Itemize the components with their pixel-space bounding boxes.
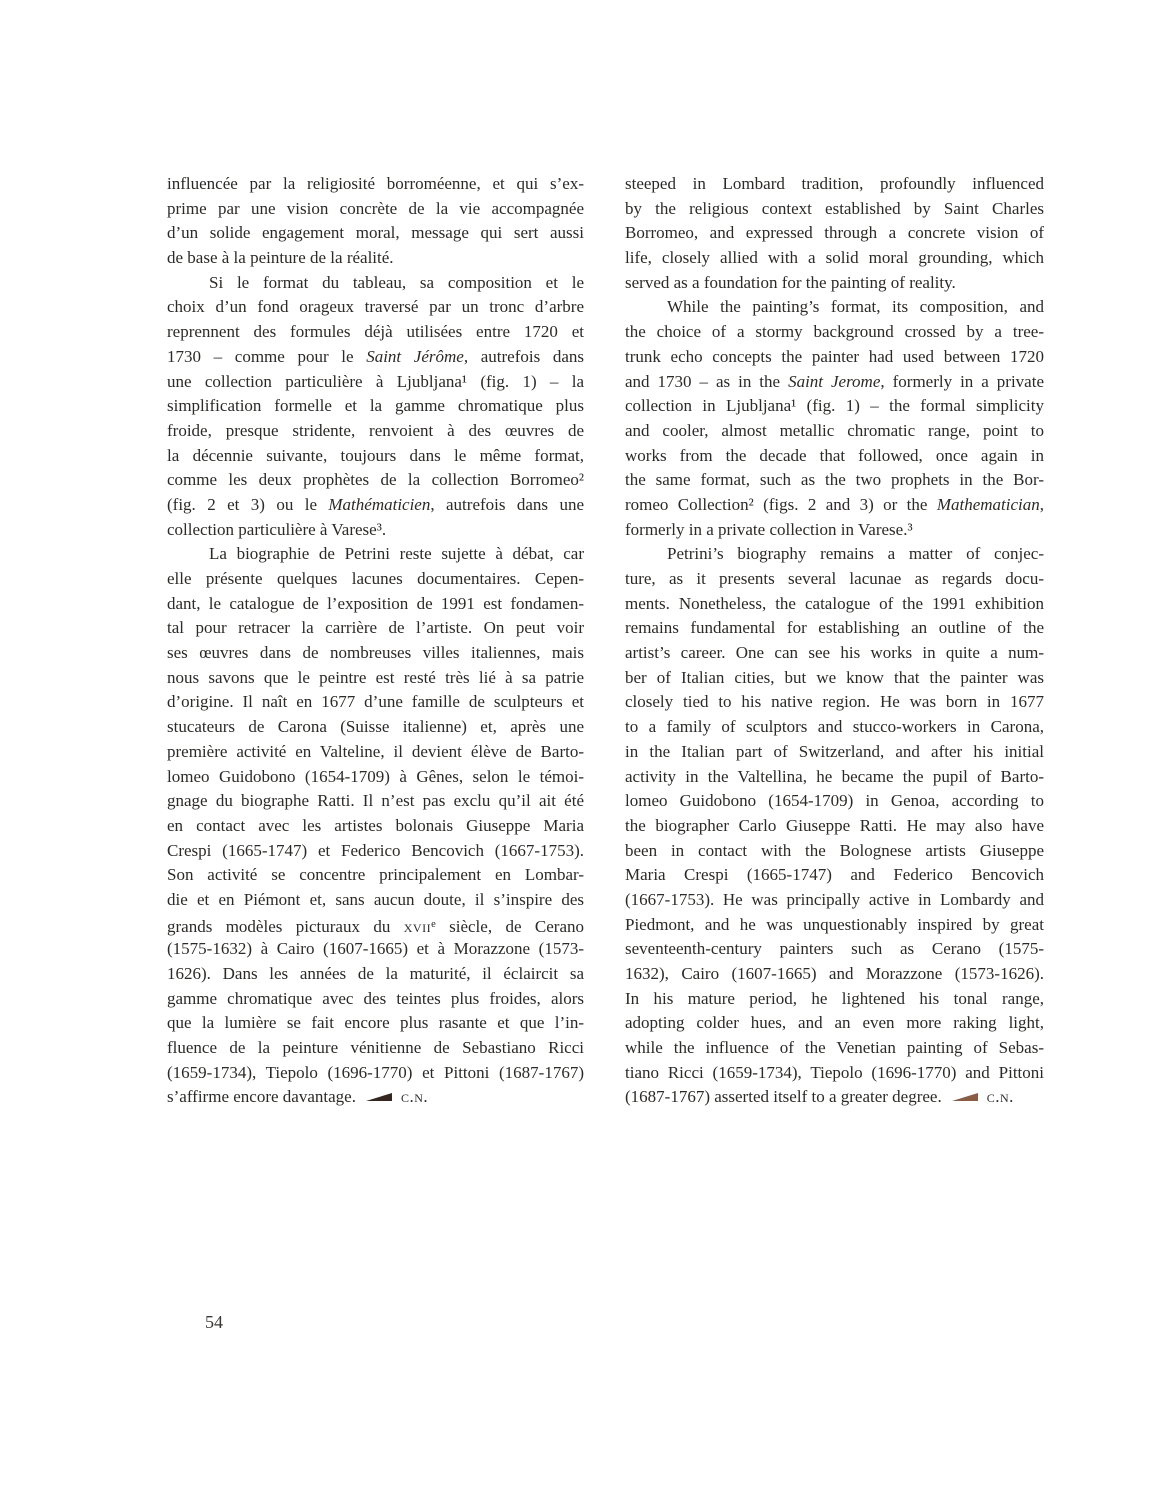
text-line [625, 221, 1044, 246]
text-line [167, 740, 584, 765]
text-run: Crespi (1665-1747) et Federico Bencovich (1667-1753). [167, 840, 584, 860]
text-line [167, 814, 584, 839]
text-line [167, 765, 584, 790]
text-line [625, 419, 1044, 444]
text-line [167, 295, 584, 320]
text-line [625, 937, 1044, 962]
text-run: La biographie de Petrini reste sujette à débat, car [209, 544, 584, 564]
text-run: nous savons que le peintre est resté très lié à sa patrie [167, 667, 584, 687]
text-line [625, 740, 1044, 765]
text-line [625, 567, 1044, 592]
text-run: elle présente quelques lacunes documentaires. Cepen- [167, 569, 584, 588]
text-run: the same format, such as the two prophets in the Bor- [625, 470, 1044, 490]
text-line [167, 197, 584, 222]
text-line [167, 789, 584, 814]
text-run: reprennent des formules déjà utilisées entre 1720 et [167, 322, 584, 342]
text-line [625, 913, 1044, 938]
text-run: 1730 – comme pour le [167, 346, 367, 366]
text-run: by the religious context established by Saint Charles [625, 198, 1044, 218]
text-run: simplification formelle et la gamme chromatique plus [167, 396, 584, 416]
text-run: steeped in Lombard tradition, profoundly influenced [625, 174, 1044, 193]
text-run: served as a foundation for the painting of reality. [625, 272, 956, 292]
text-run: Piedmont, and he was unquestionably inspired by great [625, 914, 1044, 934]
text-line [167, 444, 584, 469]
text-run: (1659-1734), Tiepolo (1696-1770) et Pittoni (1687-1767) [167, 1062, 584, 1082]
text-line [625, 987, 1044, 1012]
text-line [167, 172, 584, 197]
text-line [167, 394, 584, 419]
text-run: collection in Ljubljana¹ (fig. 1) – the formal simplicity [625, 396, 1044, 416]
text-line [625, 616, 1044, 641]
text-line [167, 641, 584, 666]
text-run: siècle, de Cerano [435, 916, 584, 936]
text-run: closely tied to his native region. He was born in 1677 [625, 692, 1044, 712]
text-run: in the Italian part of Switzerland, and after his initial [625, 741, 1044, 761]
text-line [625, 666, 1044, 691]
text-run: trunk echo concepts the painter had used between 1720 [625, 346, 1044, 366]
text-run: ments. Nonetheless, the catalogue of the 1991 exhibition [625, 593, 1044, 613]
text-run: ture, as it presents several lacunae as regards docu- [625, 569, 1044, 588]
text-run: comme les deux prophètes de la collection Borromeo² [167, 470, 584, 490]
text-run: choix d’un fond orageux traversé par un tronc d’arbre [167, 297, 584, 317]
text-line [625, 370, 1044, 395]
text-line [625, 641, 1044, 666]
text-run: ber of Italian cities, but we know that the painter was [625, 667, 1044, 687]
text-line [625, 888, 1044, 913]
small-caps-text: xvii [403, 916, 432, 936]
text-line [167, 320, 584, 345]
small-caps-text: c.n. [986, 1087, 1014, 1107]
text-line [625, 542, 1044, 567]
text-run: Mathématicien [328, 494, 431, 514]
text-run: tiano Ricci (1659-1734), Tiepolo (1696-1770) and Pittoni [625, 1062, 1044, 1082]
text-run: première activité en Valteline, il devient élève de Barto- [167, 741, 584, 761]
text-line [625, 690, 1044, 715]
text-line [167, 419, 584, 444]
text-line [167, 616, 584, 641]
text-line [167, 271, 584, 296]
text-run: s’affirme encore davantage. [167, 1087, 356, 1107]
text-line [167, 863, 584, 888]
text-run: , autrefois dans une [430, 494, 584, 514]
page-number: 54 [205, 1312, 223, 1332]
text-line [167, 1011, 584, 1036]
text-line [625, 444, 1044, 469]
text-line [167, 592, 584, 617]
text-run: une collection particulière à Ljubljana¹ (fig. 1) – la [167, 371, 584, 391]
text-run: romeo Collection² (figs. 2 and 3) or the [625, 494, 937, 514]
text-run: ses œuvres dans de nombreuses villes italiennes, mais [167, 643, 584, 663]
text-run: activity in the Valtellina, he became the pupil of Barto- [625, 766, 1044, 786]
text-run: In his mature period, he lightened his tonal range, [625, 988, 1044, 1008]
text-line [167, 913, 584, 938]
text-line [625, 789, 1044, 814]
text-line [167, 962, 584, 987]
text-run: de base à la peinture de la réalité. [167, 248, 394, 268]
text-line [625, 839, 1044, 864]
text-run: d’origine. Il naît en 1677 d’une famille de sculpteurs et [167, 692, 584, 712]
text-run: and 1730 – as in the [625, 371, 789, 391]
text-run: to a family of sculptors and stucco-workers in Carona, [625, 717, 1044, 737]
text-line [625, 715, 1044, 740]
text-run: influencée par la religiosité borroméenne, et qui s’ex- [167, 174, 584, 193]
text-line [625, 246, 1044, 271]
text-run: life, closely allied with a solid moral grounding, which [625, 248, 1044, 268]
text-run: while the influence of the Venetian painting of Sebas- [625, 1038, 1044, 1058]
text-line [625, 1011, 1044, 1036]
text-run: artist’s career. One can see his works in quite a num- [625, 643, 1044, 663]
text-run: grands modèles picturaux du [167, 916, 404, 936]
text-run: froide, presque stridente, renvoient à des œuvres de [167, 420, 584, 440]
text-line [167, 1061, 584, 1086]
text-line [625, 197, 1044, 222]
text-run: la décennie suivante, toujours dans le même format, [167, 445, 584, 465]
text-line [167, 221, 584, 246]
text-line [625, 518, 1044, 543]
paragraph [167, 542, 584, 1110]
text-line [625, 765, 1044, 790]
text-run: lomeo Guidobono (1654-1709) à Gênes, selon le témoi- [167, 766, 584, 786]
text-line [625, 468, 1044, 493]
text-line [167, 370, 584, 395]
text-line [625, 1061, 1044, 1086]
text-line [167, 468, 584, 493]
text-run: (1687-1767) asserted itself to a greater degree. [625, 1087, 942, 1107]
text-run: adopting colder hues, and an even more raking light, [625, 1013, 1044, 1033]
text-line [625, 814, 1044, 839]
text-run: 1626). Dans les années de la maturité, il éclaircit sa [167, 964, 584, 983]
column-english-text [625, 172, 1044, 1110]
text-line [167, 715, 584, 740]
text-run: remains fundamental for establishing an outline of the [625, 618, 1044, 638]
text-run: Saint Jérôme [366, 346, 464, 366]
text-run: Son activité se concentre principalement en Lombar- [167, 865, 584, 885]
text-line [625, 295, 1044, 320]
text-run: been in contact with the Bolognese artists Giuseppe [625, 840, 1044, 860]
text-run: d’un solide engagement moral, message qui sert aussi [167, 223, 584, 243]
text-run: formerly in a private collection in Varese.³ [625, 519, 913, 539]
text-run: stucateurs de Carona (Suisse italienne) et, après une [167, 717, 584, 737]
paragraph [625, 542, 1044, 1110]
text-run: lomeo Guidobono (1654-1709) in Genoa, according to [625, 791, 1044, 811]
paragraph [167, 271, 584, 543]
text-line [625, 1036, 1044, 1061]
text-run: (fig. 2 et 3) ou le [167, 494, 329, 514]
fleuron-wedge-icon [952, 1093, 978, 1101]
text-run: (1667-1753). He was principally active in Lombardy and [625, 889, 1044, 909]
text-run: seventeenth-century painters such as Cerano (1575- [625, 939, 1044, 959]
text-run: en contact avec les artistes bolonais Giuseppe Maria [167, 815, 584, 835]
text-run: Maria Crespi (1665-1747) and Federico Bencovich [625, 865, 1044, 885]
small-caps-text: c.n. [400, 1087, 429, 1107]
paragraph [167, 172, 584, 271]
text-line [167, 690, 584, 715]
text-line [167, 542, 584, 567]
text-run: die et en Piémont et, sans aucun doute, il s’inspire des [167, 889, 584, 909]
text-line [167, 493, 584, 518]
text-run: gamme chromatique avec des teintes plus froides, alors [167, 988, 584, 1008]
text-line [167, 1085, 584, 1110]
text-run: 1632), Cairo (1607-1665) and Morazzone (1573-1626). [625, 964, 1044, 983]
text-run: (1575-1632) à Cairo (1607-1665) et à Morazzone (1573- [167, 939, 584, 959]
text-line [625, 172, 1044, 197]
text-run: e [431, 918, 436, 930]
text-line [625, 1085, 1044, 1110]
text-run: gnage du biographe Ratti. Il n’est pas exclu qu’il ait été [167, 791, 584, 811]
text-line [625, 962, 1044, 987]
text-run: While the painting’s format, its composition, and [667, 297, 1044, 317]
text-line [167, 987, 584, 1012]
text-run: works from the decade that followed, once again in [625, 445, 1044, 465]
text-run: the biographer Carlo Giuseppe Ratti. He may also have [625, 815, 1044, 835]
text-line [625, 345, 1044, 370]
text-line [625, 592, 1044, 617]
text-line [167, 888, 584, 913]
text-run: Saint Jerome [788, 371, 881, 391]
text-line [167, 839, 584, 864]
text-run: the choice of a stormy background crossed by a tree- [625, 322, 1044, 342]
text-line [167, 666, 584, 691]
text-run: dant, le catalogue de l’exposition de 1991 est fondamen- [167, 593, 584, 613]
text-run: prime par une vision concrète de la vie accompagnée [167, 198, 584, 218]
paragraph [625, 295, 1044, 542]
text-run: tal pour retracer la carrière de l’artiste. On peut voir [167, 618, 584, 638]
text-line [625, 394, 1044, 419]
fleuron-wedge-icon [366, 1093, 392, 1101]
text-line [625, 493, 1044, 518]
text-run: fluence de la peinture vénitienne de Sebastiano Ricci [167, 1038, 584, 1058]
text-line [167, 937, 584, 962]
text-run: Borromeo, and expressed through a concrete vision of [625, 223, 1044, 243]
text-run: , autrefois dans [463, 346, 585, 366]
text-run: collection particulière à Varese³. [167, 519, 387, 539]
text-run: Si le format du tableau, sa composition et le [209, 272, 584, 292]
paragraph [625, 172, 1044, 295]
text-line [625, 320, 1044, 345]
text-line [167, 246, 584, 271]
text-line [167, 345, 584, 370]
text-line [625, 271, 1044, 296]
text-run: Petrini’s biography remains a matter of conjec- [667, 544, 1044, 564]
text-line [167, 1036, 584, 1061]
text-run: , formerly in a private [880, 371, 1044, 391]
text-run: Mathematician [936, 494, 1040, 514]
text-line [167, 567, 584, 592]
text-run: , [1039, 494, 1044, 514]
text-line [167, 518, 584, 543]
column-french-text [167, 172, 584, 1110]
text-line [625, 863, 1044, 888]
text-run: and cooler, almost metallic chromatic range, point to [625, 420, 1044, 440]
text-run: que la lumière se fait encore plus rasante et que l’in- [167, 1013, 584, 1033]
